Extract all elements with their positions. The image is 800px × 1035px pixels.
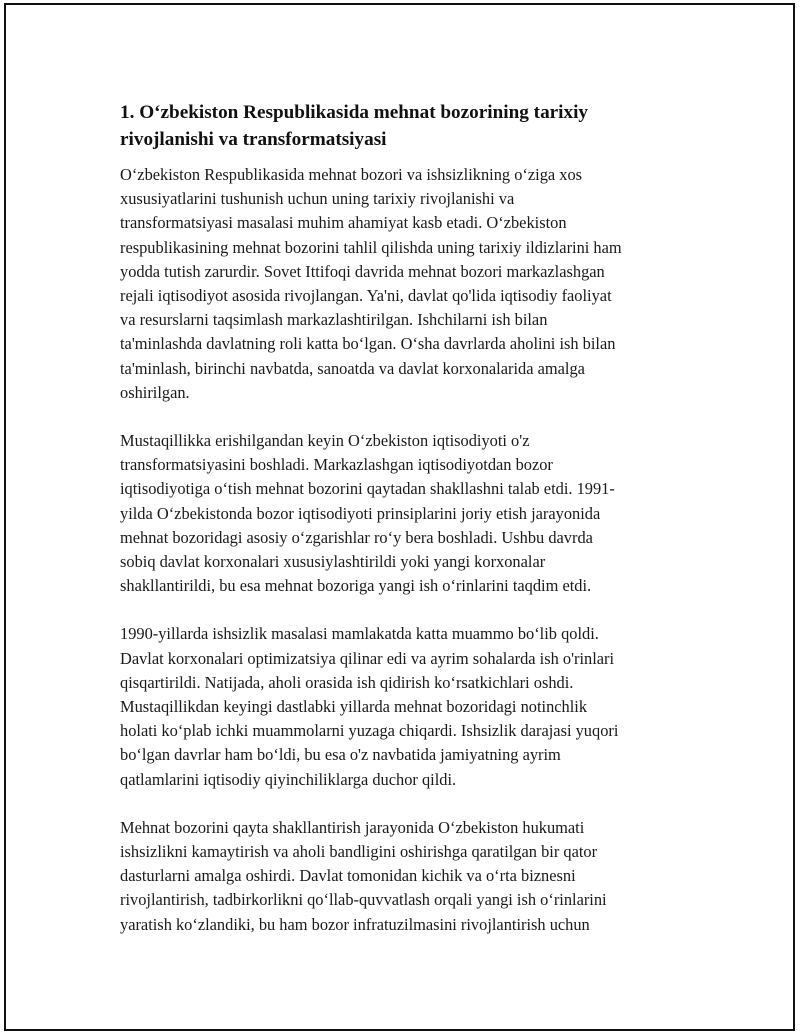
paragraph — [120, 163, 692, 405]
paragraph-line: mehnat bozoridagi asosiy o‘zgarishlar ro‘y bera boshladi. Ushbu davrda — [120, 527, 593, 547]
paragraph-line: O‘zbekiston Respublikasida mehnat bozori va ishsizlikning o‘ziga xos — [120, 165, 583, 184]
paragraph-line: oshirilgan. — [120, 382, 190, 402]
document-page — [4, 3, 795, 1031]
paragraph-line: sobiq davlat korxonalari xususiylashtirildi yoki yangi korxonalar — [120, 552, 546, 572]
paragraph-line: Davlat korxonalari optimizatsiya qilinar edi va ayrim sohalarda ish o'rinlari — [120, 648, 615, 668]
paragraph-line: transformatsiyasini boshladi. Markazlashgan iqtisodiyotdan bozor — [120, 455, 553, 475]
paragraph-line: Mustaqillikdan keyingi dastlabki yillarda mehnat bozoridagi notinchlik — [120, 697, 588, 717]
section-heading — [120, 99, 692, 153]
paragraph-line: ta'minlash, birinchi navbatda, sanoatda va davlat korxonalarida amalga — [120, 358, 585, 378]
paragraph-line: Mustaqillikka erishilgandan keyin O‘zbekiston iqtisodiyoti o'z — [120, 431, 530, 451]
paragraph-line: yodda tutish zarurdir. Sovet Ittifoqi davrida mehnat bozori markazlashgan — [120, 261, 605, 281]
paragraph — [120, 622, 692, 791]
paragraph-line: va resurslarni taqsimlash markazlashtirilgan. Ishchilarni ish bilan — [120, 310, 548, 330]
paragraph-line: qisqartirildi. Natijada, aholi orasida ish qidirish ko‘rsatkichlari oshdi. — [120, 672, 574, 692]
paragraphs-container — [120, 163, 692, 937]
paragraph-line: shakllantirildi, bu esa mehnat bozoriga yangi ish o‘rinlarini taqdim etdi. — [120, 576, 592, 596]
paragraph-line: yaratish ko‘zlandiki, bu ham bozor infratuzilmasini rivojlantirish uchun — [120, 914, 590, 934]
paragraph — [120, 816, 692, 937]
section-heading-line: rivojlanishi va transformatsiyasi — [120, 129, 387, 150]
paragraph-line: ta'minlashda davlatning roli katta bo‘lgan. O‘sha davrlarda aholini ish bilan — [120, 334, 616, 354]
document-body — [120, 99, 692, 961]
paragraph-line: ishsizlikni kamaytirish va aholi bandligini oshirishga qaratilgan bir qator — [120, 842, 598, 862]
paragraph-line: xususiyatlarini tushunish uchun uning tarixiy rivojlanishi va — [120, 189, 515, 209]
paragraph-line: yilda O‘zbekistonda bozor iqtisodiyoti prinsiplarini joriy etish jarayonida — [120, 503, 601, 523]
paragraph-line: transformatsiyasi masalasi muhim ahamiyat kasb etadi. O‘zbekiston — [120, 213, 567, 233]
paragraph-line: rejali iqtisodiyot asosida rivojlangan. Ya'ni, davlat qo'lida iqtisodiy faoliyat — [120, 286, 612, 306]
paragraph-line: bo‘lgan davrlar ham bo‘ldi, bu esa o'z navbatida jamiyatning ayrim — [120, 745, 561, 765]
paragraph-line: dasturlarni amalga oshirdi. Davlat tomonidan kichik va o‘rta biznesni — [120, 866, 576, 886]
paragraph-line: iqtisodiyotiga o‘tish mehnat bozorini qaytadan shakllashni talab etdi. 1991- — [120, 479, 615, 499]
paragraph — [120, 429, 692, 598]
paragraph-line: respublikasining mehnat bozorini tahlil qilishda uning tarixiy ildizlarini ham — [120, 237, 622, 257]
paragraph-line: qatlamlarini iqtisodiy qiyinchiliklarga duchor qildi. — [120, 769, 457, 789]
section-heading-line: 1. O‘zbekiston Respublikasida mehnat bozorining tarixiy — [120, 102, 589, 123]
paragraph-line: Mehnat bozorini qayta shakllantirish jarayonida O‘zbekiston hukumati — [120, 817, 585, 837]
paragraph-line: 1990-yillarda ishsizlik masalasi mamlakatda katta muammo bo‘lib qoldi. — [120, 624, 599, 644]
paragraph-line: rivojlantirish, tadbirkorlikni qo‘llab-quvvatlash orqali yangi ish o‘rinlarini — [120, 890, 607, 910]
paragraph-line: holati ko‘plab ichki muammolarni yuzaga chiqardi. Ishsizlik darajasi yuqori — [120, 721, 619, 741]
